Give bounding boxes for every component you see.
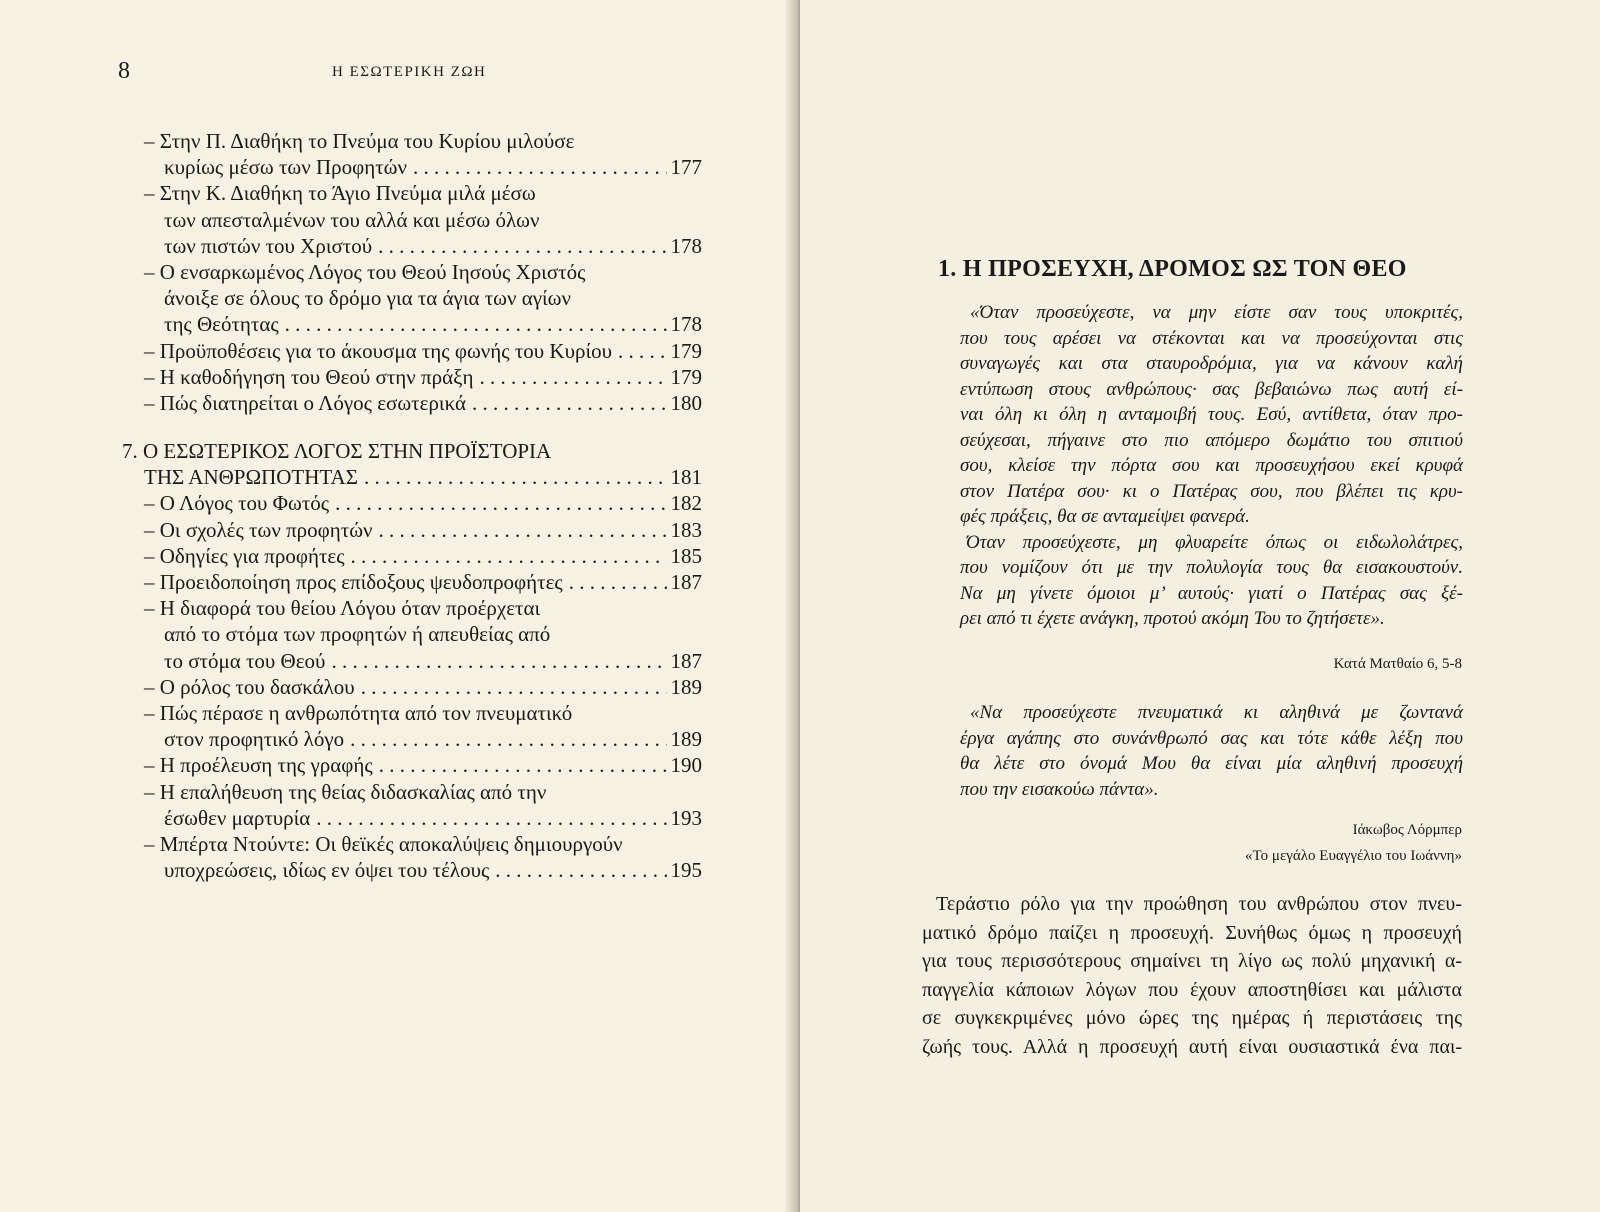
toc-entry-text: έσωθεν μαρτυρία xyxy=(164,805,311,830)
dot-leader xyxy=(331,648,666,674)
dot-leader xyxy=(618,338,667,364)
toc-page-number: 189 xyxy=(670,727,702,752)
toc-entry-text: – Προϋποθέσεις για το άκουσμα της φωνής του Κυρίου xyxy=(144,338,612,363)
dot-leader xyxy=(350,726,666,752)
toc-entry-text: – Η προέλευση της γραφής xyxy=(144,753,373,778)
quote-line: σου, κλείσε την πόρτα σου και προσευχήσου εκεί κρυφά xyxy=(960,455,1463,476)
toc-entry-text: κυρίως μέσω των Προφητών xyxy=(164,155,407,180)
toc-entry-text: της Θεότητας xyxy=(164,312,279,337)
chapter-title: 1. Η ΠΡΟΣΕΥΧΗ, ΔΡΟΜΟΣ ΩΣ ΤΟΝ ΘΕΟ xyxy=(938,256,1407,282)
toc-page-number: 183 xyxy=(670,517,702,542)
toc-page-number: 177 xyxy=(670,155,702,180)
quote-line: στον Πατέρα σου· κι ο Πατέρας σου, που βλέπει τις κρυ- xyxy=(960,480,1463,502)
body-line: ματικό δρόμο παίζει η προσευχή. Συνήθως όμως η προσευχή xyxy=(922,921,1462,944)
dot-leader xyxy=(351,543,667,569)
toc-page-number: 190 xyxy=(670,753,702,778)
toc-page-number: 181 xyxy=(670,465,702,490)
toc-entry-line xyxy=(144,180,536,206)
page-number: 8 xyxy=(118,58,130,84)
toc-entry-text: – Ο Λόγος του Φωτός xyxy=(144,491,330,516)
toc-page-number: 185 xyxy=(670,543,702,568)
toc-entry-line xyxy=(144,595,540,621)
dot-leader xyxy=(379,752,667,778)
toc-entry-text: υποχρεώσεις, ιδίως εν όψει του τέλους xyxy=(164,858,490,883)
quote-line: που τους αρέσει να στέκονται και να προσεύχονται στις xyxy=(960,327,1463,349)
toc-entry-line xyxy=(164,621,550,647)
dot-leader xyxy=(413,154,667,180)
running-head: Η ΕΣΩΤΕΡΙΚΗ ΖΩΗ xyxy=(332,64,487,80)
dot-leader xyxy=(335,490,666,516)
toc-page-number: 180 xyxy=(670,391,702,415)
toc-entry-line xyxy=(144,464,702,490)
quote-line: «Όταν προσεύχεστε, να μην είστε σαν τους υποκριτές, xyxy=(970,302,1463,323)
toc-entry-line xyxy=(144,517,702,543)
toc-entry-text: των πιστών του Χριστού xyxy=(164,233,373,258)
toc-page-number: 187 xyxy=(670,570,702,594)
dot-leader xyxy=(472,390,667,416)
dot-leader xyxy=(569,569,667,595)
toc-page-number: 189 xyxy=(670,674,702,699)
quote-line: συναγωγές και στα σταυροδρόμια, για να κάνουν καλή xyxy=(960,353,1463,374)
toc-entry-line xyxy=(144,259,585,285)
body-line: ζωής τους. Αλλά η προσευχή αυτή είναι ουσιαστικά ένα παι- xyxy=(922,1035,1462,1058)
toc-page-number: 178 xyxy=(670,233,702,258)
dot-leader xyxy=(378,233,666,259)
quote-line: σεύχεσαι, πήγαινε στο πιο απόμερο δωμάτιο του σπιτιού xyxy=(960,429,1463,451)
toc-entry-text: άνοιξε σε όλους το δρόμο για τα άγια των αγίων xyxy=(164,286,571,311)
quote-line: «Να προσεύχεστε πνευματικά κι αληθινά με ζωντανά xyxy=(970,702,1463,723)
toc-page-number: 178 xyxy=(670,312,702,337)
toc-entry-line xyxy=(144,831,623,857)
quote-line: Όταν προσεύχεστε, μη φλυαρείτε όπως οι ειδωλολάτρες, xyxy=(966,531,1463,553)
toc-entry-line xyxy=(144,752,702,778)
dot-leader xyxy=(364,464,667,490)
toc-entry-text: – Η καθοδήγηση του Θεού στην πράξη xyxy=(144,364,474,389)
body-paragraph xyxy=(922,890,1462,1061)
toc-page-number: 193 xyxy=(670,805,702,830)
toc-entry-line xyxy=(164,648,702,674)
body-line: παγγελία κάποιων λόγων που έχουν αποστηθίσει και μάλιστα xyxy=(922,978,1462,1001)
quote-attribution: Κατά Ματθαίο 6, 5-8 xyxy=(1333,656,1462,672)
toc-entry-text: – Πώς διατηρείται ο Λόγος εσωτερικά xyxy=(144,391,466,415)
body-line: για τους περισσότερους σημαίνει τη λίγο ως πολύ μηχανική α- xyxy=(922,950,1462,972)
toc-entry-text: από το στόμα των προφητών ή απευθείας από xyxy=(164,622,551,647)
toc-entry-text: των απεσταλμένων του αλλά και μέσω όλων xyxy=(164,207,540,232)
toc-page-number: 179 xyxy=(670,364,702,389)
lorber-quote xyxy=(960,700,1463,802)
toc-entry-line xyxy=(122,438,551,464)
toc-entry-text: – Στην Π. Διαθήκη το Πνεύμα του Κυρίου μιλούσε xyxy=(144,129,575,153)
toc-entry-line xyxy=(164,285,571,311)
toc-entry-line xyxy=(164,311,702,337)
toc-entry-line xyxy=(144,364,702,390)
toc-page-number: 195 xyxy=(670,858,702,883)
toc-entry-text: – Οι σχολές των προφητών xyxy=(144,517,373,542)
quote-line: εντύπωση στους ανθρώπους· σας βεβαιώνω πως αυτή εί- xyxy=(960,378,1463,400)
quote-line: φές πράξεις, θα σε ανταμείψει φανερά. xyxy=(960,506,1250,527)
toc-entry-text: το στόμα του Θεού xyxy=(164,648,326,673)
quote-work: «Το μεγάλο Ευαγγέλιο του Ιωάννη» xyxy=(1245,848,1462,864)
toc-entry-line xyxy=(144,543,702,569)
toc-page-number: 179 xyxy=(670,338,702,363)
quote-line: ναι όλη κι όλη η ανταμοιβή τους. Εσύ, αντίθετα, όταν προ- xyxy=(960,404,1463,425)
toc-entry-line xyxy=(164,726,702,752)
toc-entry-line xyxy=(164,857,702,883)
toc-entry-text: – Οδηγίες για προφήτες xyxy=(144,543,345,568)
dot-leader xyxy=(379,517,667,543)
toc-entry-line xyxy=(144,490,702,516)
toc-entry-text: – Ο ενσαρκωμένος Λόγος του Θεού Ιησούς Χριστός xyxy=(144,260,586,284)
toc-entry-line xyxy=(144,390,702,416)
toc-entry-line xyxy=(164,233,702,259)
body-line: σε συγκεκριμένες μόνο ώρες της ημέρας ή περιστάσεις της xyxy=(922,1007,1462,1029)
toc-entry-text: 7. Ο ΕΣΩΤΕΡΙΚΟΣ ΛΟΓΟΣ ΣΤΗΝ ΠΡΟΪΣΤΟΡΙΑ xyxy=(122,439,552,463)
toc-entry-line xyxy=(164,154,702,180)
toc-entry-text: – Ο ρόλος του δασκάλου xyxy=(144,674,355,699)
toc-entry-text: – Στην Κ. Διαθήκη το Άγιο Πνεύμα μιλά μέσω xyxy=(144,181,536,206)
quote-line: έργα αγάπης στο συνάνθρωπό σας και τότε κάθε λέξη που xyxy=(960,727,1463,749)
scripture-quote xyxy=(960,300,1463,632)
toc-entry-line xyxy=(144,128,574,154)
toc-entry-line xyxy=(144,338,702,364)
toc-entry-text: στον προφητικό λόγο xyxy=(164,727,345,752)
dot-leader xyxy=(316,805,666,831)
quote-line: που νομίζουν ότι με την πολυλογία τους θα εισακουστούν. xyxy=(960,557,1463,578)
toc-page-number: 182 xyxy=(670,491,702,516)
toc-entry-text: – Μπέρτα Ντούντε: Οι θεϊκές αποκαλύψεις δημιουργούν xyxy=(144,832,623,856)
toc-entry-text: – Προειδοποίηση προς επίδοξους ψευδοπροφήτες xyxy=(144,570,563,594)
toc-entry-line xyxy=(164,805,702,831)
toc-entry-text: – Πώς πέρασε η ανθρωπότητα από τον πνευματικό xyxy=(144,701,573,725)
body-line: Τεράστιο ρόλο για την προώθηση του ανθρώπου στον πνευ- xyxy=(936,893,1462,915)
dot-leader xyxy=(361,674,667,700)
toc-entry-text: ΤΗΣ ΑΝΘΡΩΠΟΤΗΤΑΣ xyxy=(144,465,358,490)
toc-entry-line xyxy=(164,207,540,233)
toc-page-number: 187 xyxy=(670,648,702,673)
toc-entry-line xyxy=(144,779,546,805)
toc-entry-line xyxy=(144,569,702,595)
toc-entry-line xyxy=(144,700,572,726)
quote-line: που την εισακούω πάντα». xyxy=(960,778,1159,800)
quote-line: θα λέτε στο όνομά Μου θα είναι μία αληθινή προσευχή xyxy=(960,753,1463,774)
quote-author: Ιάκωβος Λόρμπερ xyxy=(1352,822,1462,838)
quote-line: ρει από τι έχετε ανάγκη, προτού ακόμη Του το ζητήσετε». xyxy=(960,608,1385,629)
toc-entry-text: – Η επαλήθευση της θείας διδασκαλίας από την xyxy=(144,779,547,804)
dot-leader xyxy=(285,311,667,337)
dot-leader xyxy=(479,364,666,390)
toc-entry-line xyxy=(144,674,702,700)
dot-leader xyxy=(495,857,666,883)
quote-line: Να μη γίνετε όμοιοι μ’ αυτούς· γιατί ο Πατέρας σας ξέ- xyxy=(960,582,1463,604)
toc-entry-text: – Η διαφορά του θείου Λόγου όταν προέρχεται xyxy=(144,596,541,621)
